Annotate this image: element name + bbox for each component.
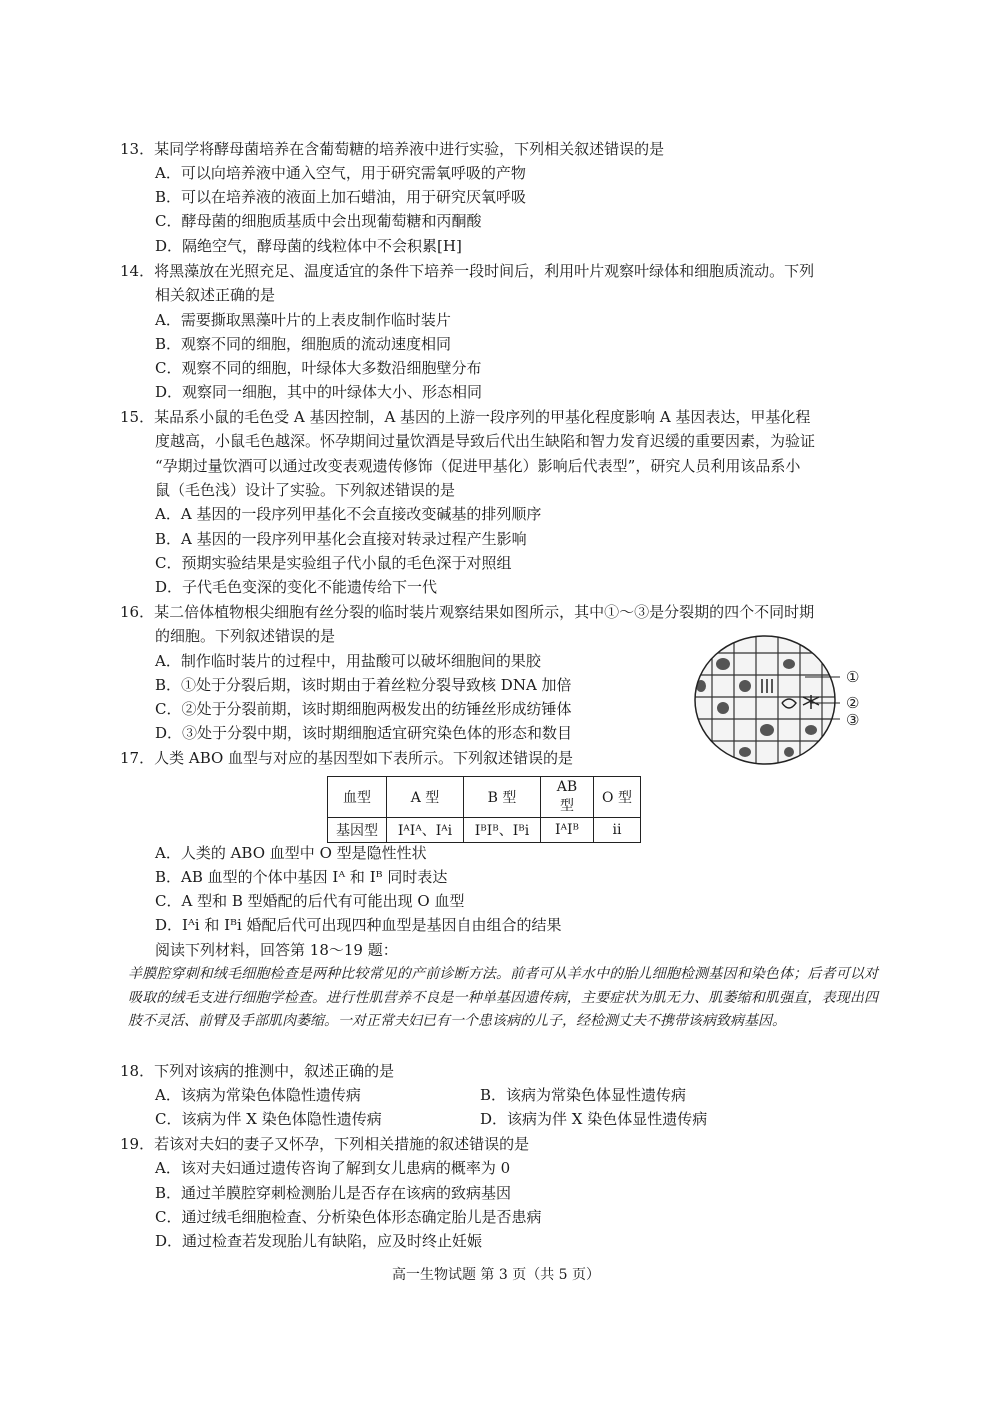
question-16-stem: 16．某二倍体植物根尖细胞有丝分裂的临时装片观察结果如图所示，其中①～③是分裂期的四个不同时期 [120, 603, 815, 621]
q13-option-d: D．隔绝空气，酵母菌的线粒体中不会积累[H] [155, 237, 462, 255]
microscope-cells-figure [690, 633, 890, 768]
q13-option-a: A．可以向培养液中通入空气，用于研究需氧呼吸的产物 [155, 164, 526, 182]
q17-option-c: C．A 型和 B 型婚配的后代有可能出现 O 血型 [155, 892, 465, 910]
table-cell: ii [594, 818, 641, 843]
question-15-stem-2: 度越高，小鼠毛色越深。怀孕期间过量饮酒是导致后代出生缺陷和智力发育迟缓的重要因素，为验证 [155, 432, 816, 450]
q14-option-a: A．需要撕取黑藻叶片的上表皮制作临时装片 [155, 311, 451, 329]
q15-option-d: D．子代毛色变深的变化不能遗传给下一代 [155, 578, 438, 596]
q17-option-a: A．人类的 ABO 血型中 O 型是隐性性状 [155, 844, 427, 862]
question-15-stem-4: 鼠（毛色浅）设计了实验。下列叙述错误的是 [155, 481, 456, 499]
table-cell: B 型 [464, 777, 541, 818]
q17-option-b: B．AB 血型的个体中基因 Iᴬ 和 Iᴮ 同时表达 [155, 868, 448, 886]
table-cell: O 型 [594, 777, 641, 818]
q13-option-c: C．酵母菌的细胞质基质中会出现葡萄糖和丙酮酸 [155, 212, 482, 230]
table-cell: AB 型 [541, 777, 594, 818]
figure-label-3: ③ [846, 711, 860, 729]
table-cell: A 型 [387, 777, 464, 818]
q16-option-b: B．①处于分裂后期，该时期由于着丝粒分裂导致核 DNA 加倍 [155, 676, 572, 694]
table-row [328, 777, 641, 818]
q14-option-d: D．观察同一细胞，其中的叶绿体大小、形态相同 [155, 383, 483, 401]
table-header-cell: 血型 [328, 777, 387, 818]
q19-option-b: B．通过羊膜腔穿刺检测胎儿是否存在该病的致病基因 [155, 1184, 512, 1202]
q15-option-a: A．A 基因的一段序列甲基化不会直接改变碱基的排列顺序 [155, 505, 542, 523]
q13-option-b: B．可以在培养液的液面上加石蜡油，用于研究厌氧呼吸 [155, 188, 527, 206]
table-cell: IᴮIᴮ、Iᴮi [464, 818, 541, 843]
question-13-stem: 13．某同学将酵母菌培养在含葡萄糖的培养液中进行实验，下列相关叙述错误的是 [120, 140, 665, 158]
q19-option-a: A．该对夫妇通过遗传咨询了解到女儿患病的概率为 0 [155, 1159, 511, 1177]
reading-intro: 阅读下列材料，回答第 18～19 题： [155, 941, 398, 959]
q18-option-b: B．该病为常染色体显性遗传病 [480, 1086, 687, 1104]
question-18-stem: 18．下列对该病的推测中，叙述正确的是 [120, 1062, 395, 1080]
reading-material: 羊膜腔穿刺和绒毛细胞检查是两种比较常见的产前诊断方法。前者可从羊水中的胎儿细胞检测基因和染色体；后者可以对吸取的绒毛支进行细胞学检查。进行性肌营养不良是一种单基因遗传病，主要症状为肌无力、肌萎缩和肌强直，表现出四肢不灵活、前臂及手部肌肉萎缩。一对正常夫妇已有一个患该病的儿子，经检测丈夫不携带该病致病基因。 [128, 966, 878, 1029]
q19-option-c: C．通过绒毛细胞检查、分析染色体形态确定胎儿是否患病 [155, 1208, 542, 1226]
figure-label-2: ② [846, 694, 860, 712]
figure-label-1: ① [846, 668, 860, 686]
question-16-stem-cont: 的细胞。下列叙述错误的是 [155, 627, 336, 645]
q17-option-d: D．Iᴬi 和 Iᴮi 婚配后代可出现四种血型是基因自由组合的结果 [155, 916, 562, 934]
blood-type-table [327, 776, 641, 843]
question-17-stem: 17．人类 ABO 血型与对应的基因型如下表所示。下列叙述错误的是 [120, 749, 574, 767]
question-19-stem: 19．若该对夫妇的妻子又怀孕，下列相关措施的叙述错误的是 [120, 1135, 530, 1153]
q15-option-c: C．预期实验结果是实验组子代小鼠的毛色深于对照组 [155, 554, 512, 572]
q14-option-c: C．观察不同的细胞，叶绿体大多数沿细胞壁分布 [155, 359, 482, 377]
question-14-stem-cont: 相关叙述正确的是 [155, 286, 276, 304]
page-footer: 高一生物试题 第 3 页（共 5 页） [391, 1267, 601, 1283]
q18-option-a: A．该病为常染色体隐性遗传病 [155, 1086, 361, 1104]
question-14-stem: 14．将黑藻放在光照充足、温度适宜的条件下培养一段时间后，利用叶片观察叶绿体和细胞质流动。下列 [120, 262, 815, 280]
q16-option-c: C．②处于分裂前期，该时期细胞两极发出的纺锤丝形成纺锤体 [155, 700, 572, 718]
q18-option-c: C．该病为伴 X 染色体隐性遗传病 [155, 1110, 382, 1128]
table-row [328, 818, 641, 843]
q16-option-a: A．制作临时装片的过程中，用盐酸可以破坏细胞间的果胶 [155, 652, 541, 670]
q18-option-d: D．该病为伴 X 染色体显性遗传病 [480, 1110, 708, 1128]
q14-option-b: B．观察不同的细胞，细胞质的流动速度相同 [155, 335, 452, 353]
q15-option-b: B．A 基因的一段序列甲基化会直接对转录过程产生影响 [155, 530, 527, 548]
table-cell: IᴬIᴮ [541, 818, 594, 843]
q16-option-d: D．③处于分裂中期，该时期细胞适宜研究染色体的形态和数目 [155, 724, 573, 742]
question-15-stem: 15．某品系小鼠的毛色受 A 基因控制，A 基因的上游一段序列的甲基化程度影响 A 基因表达，甲基化程 [120, 408, 811, 426]
table-cell: IᴬIᴬ、Iᴬi [387, 818, 464, 843]
table-header-cell: 基因型 [328, 818, 387, 843]
q19-option-d: D．通过检查若发现胎儿有缺陷，应及时终止妊娠 [155, 1232, 483, 1250]
question-15-stem-3: “孕期过量饮酒可以通过改变表观遗传修饰（促进甲基化）影响后代表型”，研究人员利用该品系小 [155, 457, 801, 475]
